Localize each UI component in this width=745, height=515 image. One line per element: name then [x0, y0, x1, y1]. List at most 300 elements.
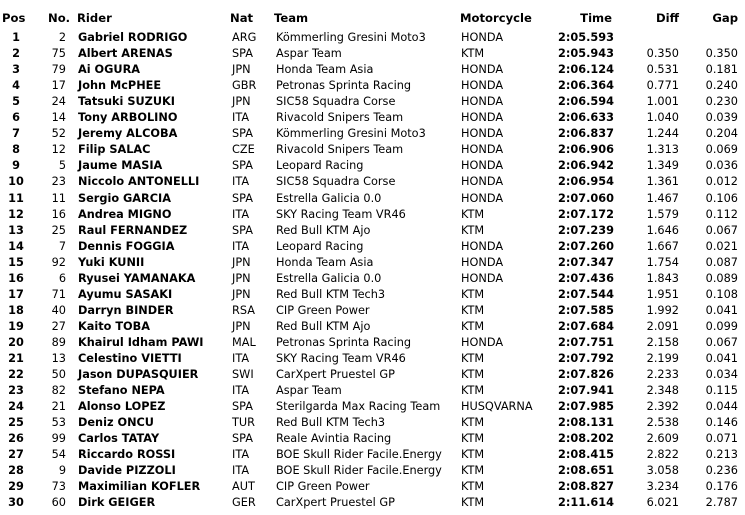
- table-row: [0, 126, 745, 142]
- row-rider: Davide PIZZOLI: [78, 464, 176, 478]
- row-gap: 0.176: [705, 480, 738, 494]
- row-motorcycle: HONDA: [461, 79, 504, 93]
- row-diff: 3.058: [646, 464, 679, 478]
- row-motorcycle: HONDA: [461, 159, 504, 173]
- row-rider: Ryusei YAMANAKA: [78, 271, 196, 285]
- row-rider: Filip SALAC: [78, 143, 151, 157]
- row-nat: JPN: [232, 319, 251, 333]
- row-team: SKY Racing Team VR46: [276, 207, 406, 221]
- row-time: 2:06.942: [558, 159, 614, 173]
- row-rider: Niccolo ANTONELLI: [78, 175, 200, 189]
- row-time: 2:07.060: [558, 191, 614, 205]
- table-row: [0, 351, 745, 367]
- row-time: 2:06.837: [558, 127, 614, 141]
- row-number: 71: [51, 287, 66, 301]
- row-rider: Gabriel RODRIGO: [78, 31, 188, 44]
- row-rider: Raul FERNANDEZ: [78, 223, 188, 237]
- row-nat: MAL: [232, 335, 256, 349]
- row-number: 50: [51, 368, 66, 382]
- table-header: [0, 10, 745, 26]
- row-diff: 1.646: [646, 223, 679, 237]
- row-pos: 10: [8, 175, 24, 189]
- row-gap: 0.071: [705, 432, 738, 446]
- row-team: Red Bull KTM Tech3: [276, 287, 386, 301]
- row-motorcycle: KTM: [461, 47, 485, 61]
- row-rider: Kaito TOBA: [78, 319, 151, 333]
- row-diff: 2.091: [646, 319, 679, 333]
- row-number: 79: [51, 63, 66, 77]
- row-time: 2:06.906: [558, 143, 614, 157]
- row-gap: 0.087: [705, 255, 738, 269]
- row-number: 99: [51, 432, 66, 446]
- row-gap: 0.034: [705, 368, 738, 382]
- table-row: [0, 62, 745, 78]
- row-number: 92: [51, 255, 66, 269]
- row-nat: ITA: [232, 464, 250, 478]
- row-number: 23: [51, 175, 66, 189]
- row-pos: 3: [12, 63, 20, 77]
- row-number: 73: [51, 480, 66, 494]
- row-motorcycle: HONDA: [461, 191, 504, 205]
- row-number: 17: [51, 79, 66, 93]
- row-team: Sterilgarda Max Racing Team: [276, 400, 441, 414]
- row-time: 2:07.751: [558, 335, 614, 349]
- row-motorcycle: HONDA: [461, 111, 504, 125]
- row-time: 2:07.985: [558, 400, 614, 414]
- table-row: [0, 223, 745, 239]
- row-nat: SWI: [232, 368, 254, 382]
- row-pos: 1: [12, 31, 20, 44]
- row-gap: 0.089: [705, 271, 738, 285]
- row-pos: 20: [8, 335, 24, 349]
- row-time: 2:06.124: [558, 63, 614, 77]
- row-team: Aspar Team: [276, 47, 342, 61]
- row-diff: 2.158: [646, 335, 679, 349]
- row-number: 60: [51, 496, 66, 510]
- row-gap: 0.044: [705, 400, 738, 414]
- row-nat: SPA: [232, 223, 253, 237]
- row-gap: 0.108: [705, 287, 738, 301]
- row-time: 2:08.415: [558, 448, 614, 462]
- row-pos: 21: [8, 352, 24, 365]
- row-rider: Albert ARENAS: [78, 47, 173, 61]
- row-pos: 9: [12, 159, 20, 173]
- row-motorcycle: HONDA: [461, 335, 504, 349]
- header-motorcycle: Motorcycle: [460, 11, 532, 25]
- row-motorcycle: HONDA: [461, 255, 504, 269]
- row-gap: 0.106: [705, 191, 738, 205]
- row-nat: SPA: [232, 191, 253, 205]
- row-pos: 14: [8, 239, 24, 253]
- row-pos: 7: [12, 127, 20, 141]
- row-diff: 2.609: [646, 432, 679, 446]
- row-number: 82: [51, 384, 66, 398]
- table-row: [0, 287, 745, 303]
- row-diff: 3.234: [646, 480, 679, 494]
- row-diff: 1.349: [646, 159, 679, 173]
- row-time: 2:07.792: [558, 352, 614, 365]
- row-number: 14: [51, 111, 66, 125]
- row-time: 2:07.347: [558, 255, 614, 269]
- table-row: [0, 174, 745, 190]
- table-row: [0, 142, 745, 158]
- row-time: 2:05.593: [558, 31, 614, 44]
- row-gap: 0.213: [705, 448, 738, 462]
- row-motorcycle: KTM: [461, 352, 485, 365]
- row-gap: 0.204: [705, 127, 738, 141]
- row-motorcycle: KTM: [461, 287, 485, 301]
- header-rider: Rider: [77, 11, 112, 25]
- row-pos: 6: [12, 111, 20, 125]
- row-motorcycle: HONDA: [461, 271, 504, 285]
- row-number: 40: [51, 303, 66, 317]
- row-rider: Yuki KUNII: [78, 255, 145, 269]
- row-diff: 0.350: [646, 47, 679, 61]
- row-rider: Andrea MIGNO: [78, 207, 172, 221]
- row-motorcycle: KTM: [461, 207, 485, 221]
- row-team: Petronas Sprinta Racing: [276, 335, 412, 349]
- row-number: 12: [51, 143, 66, 157]
- row-team: Kömmerling Gresini Moto3: [276, 31, 426, 44]
- row-gap: 0.012: [705, 175, 738, 189]
- row-nat: ITA: [232, 207, 250, 221]
- table-row: [0, 110, 745, 126]
- row-gap: 0.236: [705, 464, 738, 478]
- row-time: 2:07.239: [558, 223, 614, 237]
- row-gap: 0.067: [705, 223, 738, 237]
- row-number: 7: [58, 239, 66, 253]
- row-gap: 0.041: [705, 352, 738, 365]
- row-rider: Ai OGURA: [78, 63, 141, 77]
- row-nat: JPN: [232, 287, 251, 301]
- row-time: 2:08.651: [558, 464, 614, 478]
- row-number: 25: [51, 223, 66, 237]
- row-rider: Dennis FOGGIA: [78, 239, 175, 253]
- row-diff: 1.467: [646, 191, 679, 205]
- row-pos: 22: [8, 368, 24, 382]
- row-rider: Stefano NEPA: [78, 384, 165, 398]
- row-gap: 0.021: [705, 239, 738, 253]
- row-motorcycle: KTM: [461, 464, 485, 478]
- table-row: [0, 30, 745, 46]
- row-number: 27: [51, 319, 66, 333]
- row-gap: 0.069: [705, 143, 738, 157]
- row-rider: Maximilian KOFLER: [78, 480, 201, 494]
- table-row: [0, 271, 745, 287]
- table-row: [0, 255, 745, 271]
- row-rider: Tony ARBOLINO: [78, 111, 178, 125]
- row-nat: TUR: [232, 416, 256, 430]
- row-motorcycle: HUSQVARNA: [461, 400, 533, 414]
- row-gap: 0.181: [705, 63, 738, 77]
- row-nat: JPN: [232, 255, 251, 269]
- row-diff: 2.199: [646, 352, 679, 365]
- row-gap: 0.112: [705, 207, 738, 221]
- row-diff: 1.361: [646, 175, 679, 189]
- row-nat: GBR: [232, 79, 257, 93]
- row-rider: Alonso LOPEZ: [78, 400, 166, 414]
- row-gap: 0.350: [705, 47, 738, 61]
- row-nat: ITA: [232, 239, 250, 253]
- table-row: [0, 495, 745, 511]
- header-diff: Diff: [656, 11, 679, 25]
- table-row: [0, 319, 745, 335]
- row-team: Kömmerling Gresini Moto3: [276, 127, 426, 141]
- row-nat: AUT: [232, 480, 255, 494]
- row-motorcycle: KTM: [461, 368, 485, 382]
- row-time: 2:07.941: [558, 384, 614, 398]
- row-motorcycle: HONDA: [461, 175, 504, 189]
- row-time: 2:05.943: [558, 47, 614, 61]
- row-rider: Ayumu SASAKI: [78, 287, 173, 301]
- row-diff: 2.233: [646, 368, 679, 382]
- row-nat: SPA: [232, 47, 253, 61]
- row-nat: SPA: [232, 159, 253, 173]
- row-diff: 1.992: [646, 303, 679, 317]
- row-team: Red Bull KTM Ajo: [276, 223, 371, 237]
- row-diff: 1.579: [646, 207, 679, 221]
- row-diff: 1.001: [646, 95, 679, 109]
- row-nat: SPA: [232, 400, 253, 414]
- row-pos: 27: [8, 448, 24, 462]
- row-motorcycle: KTM: [461, 416, 485, 430]
- row-team: Aspar Team: [276, 384, 342, 398]
- table-row: [0, 447, 745, 463]
- row-rider: Jaume MASIA: [78, 159, 163, 173]
- table-row: [0, 207, 745, 223]
- row-pos: 26: [8, 432, 24, 446]
- row-nat: CZE: [232, 143, 255, 157]
- header-team: Team: [274, 11, 309, 25]
- row-number: 13: [51, 352, 66, 365]
- row-motorcycle: HONDA: [461, 95, 504, 109]
- row-team: Estrella Galicia 0.0: [276, 271, 382, 285]
- row-time: 2:06.594: [558, 95, 614, 109]
- row-diff: 0.771: [646, 79, 679, 93]
- row-team: Red Bull KTM Tech3: [276, 416, 386, 430]
- row-diff: 2.822: [646, 448, 679, 462]
- table-row: [0, 399, 745, 415]
- row-nat: JPN: [232, 95, 251, 109]
- row-motorcycle: HONDA: [461, 239, 504, 253]
- row-gap: 0.041: [705, 303, 738, 317]
- row-nat: ITA: [232, 175, 250, 189]
- table-row: [0, 431, 745, 447]
- row-number: 75: [51, 47, 66, 61]
- row-rider: Khairul Idham PAWI: [78, 335, 204, 349]
- row-nat: SPA: [232, 432, 253, 446]
- row-rider: Darryn BINDER: [78, 303, 174, 317]
- row-time: 2:06.364: [558, 79, 614, 93]
- row-number: 52: [51, 127, 66, 141]
- row-number: 21: [51, 400, 66, 414]
- row-pos: 2: [12, 47, 20, 61]
- row-time: 2:06.954: [558, 175, 614, 189]
- table-row: [0, 335, 745, 351]
- row-team: BOE Skull Rider Facile.Energy: [276, 448, 442, 462]
- row-team: CIP Green Power: [276, 480, 370, 494]
- table-row: [0, 94, 745, 110]
- row-number: 89: [51, 335, 66, 349]
- row-number: 24: [51, 95, 66, 109]
- row-motorcycle: KTM: [461, 384, 485, 398]
- row-time: 2:07.544: [558, 287, 614, 301]
- header-gap: Gap: [712, 11, 738, 25]
- row-gap: 0.115: [705, 384, 738, 398]
- table-row: [0, 367, 745, 383]
- row-rider: Jason DUPASQUIER: [78, 368, 199, 382]
- row-nat: JPN: [232, 63, 251, 77]
- row-time: 2:07.585: [558, 303, 614, 317]
- row-team: Honda Team Asia: [276, 255, 374, 269]
- row-number: 54: [51, 448, 66, 462]
- row-gap: 0.099: [705, 319, 738, 333]
- row-team: SIC58 Squadra Corse: [276, 175, 396, 189]
- row-team: CarXpert Pruestel GP: [276, 496, 395, 510]
- row-rider: Tatsuki SUZUKI: [78, 95, 175, 109]
- row-rider: Carlos TATAY: [78, 432, 160, 446]
- row-pos: 17: [8, 287, 24, 301]
- row-pos: 4: [12, 79, 20, 93]
- row-time: 2:08.827: [558, 480, 614, 494]
- row-team: SKY Racing Team VR46: [276, 352, 406, 365]
- row-gap: 0.039: [705, 111, 738, 125]
- row-pos: 28: [8, 464, 24, 478]
- header-nat: Nat: [230, 11, 254, 25]
- row-rider: Riccardo ROSSI: [78, 448, 176, 462]
- row-time: 2:07.826: [558, 368, 614, 382]
- row-pos: 29: [8, 480, 24, 494]
- table-row: [0, 415, 745, 431]
- row-rider: John McPHEE: [78, 79, 162, 93]
- row-motorcycle: KTM: [461, 319, 485, 333]
- row-motorcycle: HONDA: [461, 127, 504, 141]
- row-pos: 8: [12, 143, 20, 157]
- row-diff: 1.843: [646, 271, 679, 285]
- row-team: Red Bull KTM Ajo: [276, 319, 371, 333]
- row-team: SIC58 Squadra Corse: [276, 95, 396, 109]
- row-diff: 1.754: [646, 255, 679, 269]
- row-nat: ITA: [232, 384, 250, 398]
- row-gap: 0.230: [705, 95, 738, 109]
- row-rider: Celestino VIETTI: [78, 352, 182, 365]
- row-nat: ITA: [232, 352, 250, 365]
- row-nat: GER: [232, 496, 256, 510]
- row-motorcycle: HONDA: [461, 143, 504, 157]
- row-diff: 1.040: [646, 111, 679, 125]
- row-number: 53: [51, 416, 66, 430]
- row-team: Honda Team Asia: [276, 63, 374, 77]
- row-number: 5: [58, 159, 66, 173]
- row-number: 11: [51, 191, 66, 205]
- row-rider: Dirk GEIGER: [78, 496, 156, 510]
- row-nat: ARG: [232, 31, 257, 44]
- row-team: Estrella Galicia 0.0: [276, 191, 382, 205]
- row-number: 6: [58, 271, 66, 285]
- row-motorcycle: KTM: [461, 448, 485, 462]
- table-row: [0, 239, 745, 255]
- row-rider: Sergio GARCIA: [78, 191, 171, 205]
- row-time: 2:06.633: [558, 111, 614, 125]
- row-motorcycle: KTM: [461, 480, 485, 494]
- row-nat: ITA: [232, 111, 250, 125]
- row-nat: ITA: [232, 448, 250, 462]
- row-team: CarXpert Pruestel GP: [276, 368, 395, 382]
- row-pos: 30: [8, 496, 24, 510]
- row-time: 2:07.436: [558, 271, 614, 285]
- row-pos: 5: [12, 95, 20, 109]
- row-number: 9: [58, 464, 66, 478]
- row-pos: 12: [8, 207, 24, 221]
- row-diff: 6.021: [646, 496, 679, 510]
- row-motorcycle: KTM: [461, 303, 485, 317]
- row-gap: 2.787: [705, 496, 738, 510]
- table-row: [0, 463, 745, 479]
- header-pos: Pos: [2, 11, 26, 25]
- table-row: [0, 383, 745, 399]
- row-time: 2:11.614: [558, 496, 614, 510]
- row-pos: 13: [8, 223, 24, 237]
- table-row: [0, 303, 745, 319]
- row-pos: 15: [8, 255, 24, 269]
- row-nat: SPA: [232, 127, 253, 141]
- table-row: [0, 46, 745, 62]
- row-diff: 1.951: [646, 287, 679, 301]
- row-diff: 1.667: [646, 239, 679, 253]
- row-diff: 1.313: [646, 143, 679, 157]
- row-number: 16: [51, 207, 66, 221]
- row-pos: 24: [8, 400, 24, 414]
- row-team: Leopard Racing: [276, 239, 364, 253]
- row-team: Leopard Racing: [276, 159, 364, 173]
- table-row: [0, 78, 745, 94]
- header-time: Time: [580, 11, 612, 25]
- row-nat: RSA: [232, 303, 255, 317]
- row-nat: JPN: [232, 271, 251, 285]
- row-diff: 2.392: [646, 400, 679, 414]
- row-motorcycle: KTM: [461, 496, 485, 510]
- row-pos: 18: [8, 303, 24, 317]
- row-time: 2:07.260: [558, 239, 614, 253]
- row-pos: 11: [8, 191, 24, 205]
- row-pos: 16: [8, 271, 24, 285]
- row-gap: 0.240: [705, 79, 738, 93]
- row-time: 2:07.684: [558, 319, 614, 333]
- table-row: [0, 158, 745, 174]
- row-pos: 25: [8, 416, 24, 430]
- row-pos: 19: [8, 319, 24, 333]
- row-rider: Jeremy ALCOBA: [78, 127, 178, 141]
- table-row: [0, 191, 745, 207]
- row-time: 2:08.131: [558, 416, 614, 430]
- row-team: Reale Avintia Racing: [276, 432, 392, 446]
- row-diff: 2.538: [646, 416, 679, 430]
- row-gap: 0.146: [705, 416, 738, 430]
- row-time: 2:07.172: [558, 207, 614, 221]
- row-team: BOE Skull Rider Facile.Energy: [276, 464, 442, 478]
- row-team: Rivacold Snipers Team: [276, 143, 404, 157]
- row-number: 2: [58, 31, 66, 44]
- row-motorcycle: HONDA: [461, 63, 504, 77]
- row-rider: Deniz ONCU: [78, 416, 154, 430]
- row-gap: 0.036: [705, 159, 738, 173]
- row-motorcycle: HONDA: [461, 31, 504, 44]
- row-time: 2:08.202: [558, 432, 614, 446]
- table-row: [0, 479, 745, 495]
- row-pos: 23: [8, 384, 24, 398]
- row-diff: 1.244: [646, 127, 679, 141]
- row-team: Rivacold Snipers Team: [276, 111, 404, 125]
